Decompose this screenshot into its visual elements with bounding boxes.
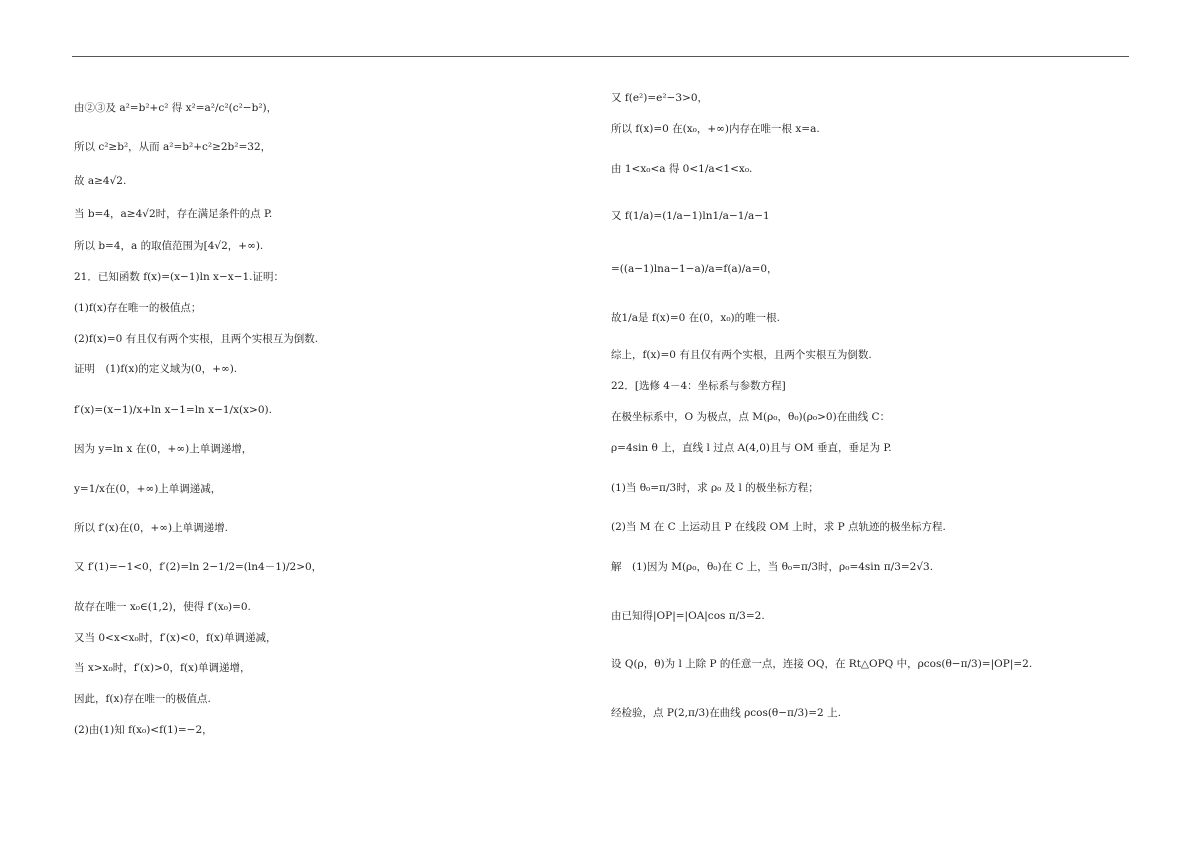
- right-line-3: 由 1<x₀<a 得 0<1/a<1<x₀.: [611, 163, 753, 175]
- left-line-13: 所以 f′(x)在(0，+∞)上单调递增.: [74, 522, 228, 534]
- left-line-2: 所以 c²≥b²，从而 a²=b²+c²≥2b²=32，: [74, 141, 272, 153]
- solution-start: 解 (1)因为 M(ρ₀，θ₀)在 C 上，当 θ₀=π/3时，ρ₀=4sin π/3=2√3.: [611, 561, 934, 573]
- right-line-6: 故1/a是 f(x)=0 在(0，x₀)的唯一根.: [611, 312, 780, 324]
- right-line-11: (1)当 θ₀=π/3时，求 ρ₀ 及 l 的极坐标方程；: [611, 482, 819, 494]
- right-line-15: 设 Q(ρ，θ)为 l 上除 P 的任意一点，连接 OQ，在 Rt△OPQ 中，ρcos(θ−π/3)=|OP|=2.: [611, 658, 1033, 670]
- left-line-17: 当 x>x₀时，f′(x)>0，f(x)单调递增，: [74, 662, 251, 674]
- left-line-12: y=1/x在(0，+∞)上单调递减，: [74, 483, 222, 495]
- left-line-7: (1)f(x)存在唯一的极值点；: [74, 302, 202, 314]
- right-line-10: ρ=4sin θ 上，直线 l 过点 A(4,0)且与 OM 垂直，垂足为 P.: [611, 442, 892, 454]
- left-line-10: f′(x)=(x−1)/x+ln x−1=ln x−1/x(x>0).: [74, 404, 272, 416]
- left-line-15: 故存在唯一 x₀∈(1,2)，使得 f′(x₀)=0.: [74, 601, 251, 613]
- right-line-7: 综上，f(x)=0 有且仅有两个实根，且两个实根互为倒数.: [611, 349, 872, 361]
- right-line-1: 又 f(e²)=e²−3>0，: [611, 92, 709, 104]
- header-rule: [72, 56, 1129, 57]
- right-line-9: 在极坐标系中，O 为极点，点 M(ρ₀，θ₀)(ρ₀>0)在曲线 C：: [611, 411, 891, 423]
- left-line-11: 因为 y=ln x 在(0，+∞)上单调递增，: [74, 443, 253, 455]
- problem-22-title: 22．[选修 4－4：坐标系与参数方程]: [611, 380, 786, 392]
- right-line-14: 由已知得|OP|=|OA|cos π/3=2.: [611, 610, 765, 622]
- right-line-2: 所以 f(x)=0 在(x₀，+∞)内存在唯一根 x=a.: [611, 123, 820, 135]
- left-line-4: 当 b=4，a≥4√2时，存在满足条件的点 P.: [74, 208, 273, 220]
- left-line-5: 所以 b=4，a 的取值范围为[4√2，+∞).: [74, 240, 264, 252]
- right-line-4: 又 f(1/a)=(1/a−1)ln1/a−1/a−1: [611, 210, 770, 222]
- right-line-16: 经检验，点 P(2,π/3)在曲线 ρcos(θ−π/3)=2 上.: [611, 707, 841, 719]
- proof-start: 证明 (1)f(x)的定义域为(0，+∞).: [74, 363, 238, 375]
- left-line-8: (2)f(x)=0 有且仅有两个实根，且两个实根互为倒数.: [74, 333, 319, 345]
- problem-21-title: 21．已知函数 f(x)=(x−1)ln x−x−1.证明：: [74, 271, 285, 283]
- left-line-14: 又 f′(1)=−1<0，f′(2)=ln 2−1/2=(ln4－1)/2>0，: [74, 561, 323, 573]
- right-line-5: =((a−1)lna−1−a)/a=f(a)/a=0，: [611, 263, 778, 275]
- right-line-12: (2)当 M 在 C 上运动且 P 在线段 OM 上时，求 P 点轨迹的极坐标方程.: [611, 521, 946, 533]
- left-line-19: (2)由(1)知 f(x₀)<f(1)=−2，: [74, 724, 213, 736]
- left-line-18: 因此，f(x)存在唯一的极值点.: [74, 693, 211, 705]
- left-line-1: 由②③及 a²=b²+c² 得 x²=a²/c²(c²−b²)，: [74, 102, 278, 114]
- left-line-16: 又当 0<x<x₀时，f′(x)<0，f(x)单调递减，: [74, 632, 277, 644]
- left-line-3: 故 a≥4√2.: [74, 175, 127, 187]
